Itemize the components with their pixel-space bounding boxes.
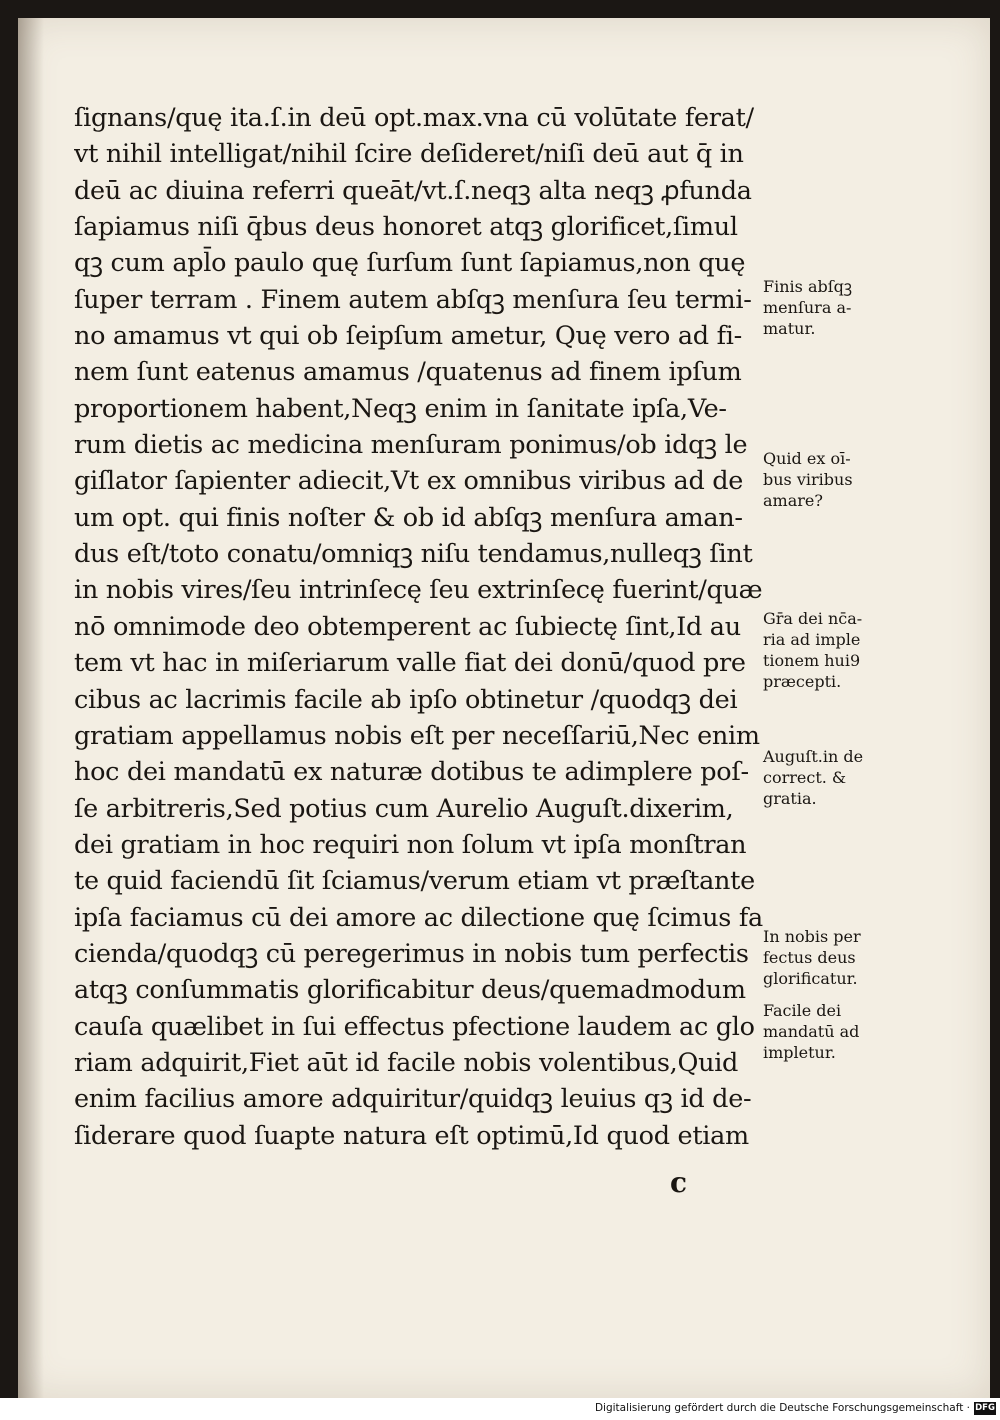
margin-note-line: fectus deus [763,948,856,967]
text-line: riam adquirit,Fiet aūt id facile nobis volentibus,Quid [74,1047,739,1078]
margin-note-line: menſura a- [763,298,852,317]
text-line: enim facilius amore adquiritur/quidqꝫ leuius qꝫ id de- [74,1084,752,1115]
text-line: deū ac diuina referri queāt/vt.ſ.neqꝫ alta neqꝫ ꝓfunda [74,175,752,206]
text-line: cauſa quælibet in ſui effectus pfectione laudem ac glo [74,1011,755,1042]
text-line: in nobis vires/ſeu intrinſecę ſeu extrinſecę fuerint/quæ [74,575,763,606]
margin-note-line: Auguſt.in de [763,747,864,766]
text-line: te quid faciendū ſit ſciamus/verum etiam vt præſtante [74,866,755,897]
text-line: nem ſunt eatenus amamus /quatenus ad finem ipſum [74,357,742,388]
margin-note-line: Finis abſqꝫ [763,277,853,296]
main-text-block [74,100,784,1154]
text-line: nō omnimode deo obtemperent ac ſubiectę ſint,Id au [74,611,741,642]
digitization-footer [0,1398,1000,1420]
margin-note [763,746,913,809]
text-line: tem vt hac in miſeriarum valle fiat dei donū/quod pre [74,648,746,679]
margin-note-line: præcepti. [763,672,842,691]
text-line: ſignans/quę ita.ſ.in deū opt.max.vna cū volūtate ferat/ [74,103,754,133]
binding-shadow [18,18,44,1398]
text-line: qꝫ cum apl̄o paulo quę ſurſum ſunt ſapiamus,non quę [74,248,746,279]
margin-note-line: correct. & [763,768,847,787]
text-line: ſe arbitreris,Sed potius cum Aurelio Auguſt.dixerim, [74,793,734,824]
text-line: rum dietis ac medicina menſuram ponimus/ob idqꝫ le [74,430,748,461]
text-line: um opt. qui finis noſter & ob id abſqꝫ menſura aman- [74,502,743,533]
text-line: no amamus vt qui ob ſeipſum ametur, Quę vero ad fi- [74,321,742,352]
text-line: cienda/quodqꝫ cū peregerimus in nobis tum perfectis [74,938,749,969]
text-line: dus eſt/toto conatu/omniqꝫ niſu tendamus,nulleqꝫ ſint [74,539,753,570]
margin-note-line: Gr̄a dei nc̄a- [763,609,863,628]
margin-note-line: gratia. [763,789,817,808]
margin-note-line: glorificatur. [763,969,858,988]
margin-note-line: matur. [763,319,816,338]
margin-note-line: ria ad imple [763,630,861,649]
margin-note [763,1000,913,1063]
text-line: dei gratiam in hoc requiri non ſolum vt ipſa monſtran [74,829,747,860]
margin-note-line: amare? [763,491,823,510]
margin-note-line: Quid ex oī- [763,449,851,468]
text-line: vt nihil intelligat/nihil ſcire deſideret/niſi deū aut q̄ in [74,139,744,170]
margin-note-line: In nobis per [763,927,861,946]
text-line: ſuper terram . Finem autem abſqꝫ menſura ſeu termi- [74,284,752,315]
footer-credit-text: Digitalisierung gefördert durch die Deutsche Forschungsgemeinschaft · [594,1402,970,1414]
margin-note-line: mandatū ad [763,1022,860,1041]
margin-note [763,926,913,989]
text-line: giſlator ſapienter adiecit,Vt ex omnibus viribus ad de [74,466,744,497]
text-line: hoc dei mandatū ex naturæ dotibus te adimplere poſ- [74,757,749,788]
book-page [18,18,990,1398]
text-line: gratiam appellamus nobis eſt per neceſſariū,Nec enim [74,720,760,751]
margin-note [763,276,913,339]
text-line: proportionem habent,Neqꝫ enim in ſanitate ipſa,Ve- [74,393,727,424]
dfg-logo: DFG [975,1403,995,1413]
text-line: atqꝫ conſummatis glorificabitur deus/quemadmodum [74,975,746,1006]
margin-note-line: tionem hui9 [763,651,861,670]
text-line: ſapiamus niſi q̄bus deus honoret atqꝫ glorificet,ſimul [74,212,738,243]
text-line: cibus ac lacrimis facile ab ipſo obtinetur /quodqꝫ dei [74,684,738,715]
signature-mark: c [670,1166,688,1199]
margin-note-line: bus viribus [763,470,853,489]
margin-note [763,448,913,511]
margin-note-line: impletur. [763,1043,836,1062]
margin-note [763,608,913,692]
text-line: ipſa faciamus cū dei amore ac dilectione quę ſcimus fa [74,902,763,933]
margin-note-line: Facile dei [763,1001,842,1020]
text-line: ſiderare quod ſuapte natura eſt optimū,Id quod etiam [74,1120,749,1151]
